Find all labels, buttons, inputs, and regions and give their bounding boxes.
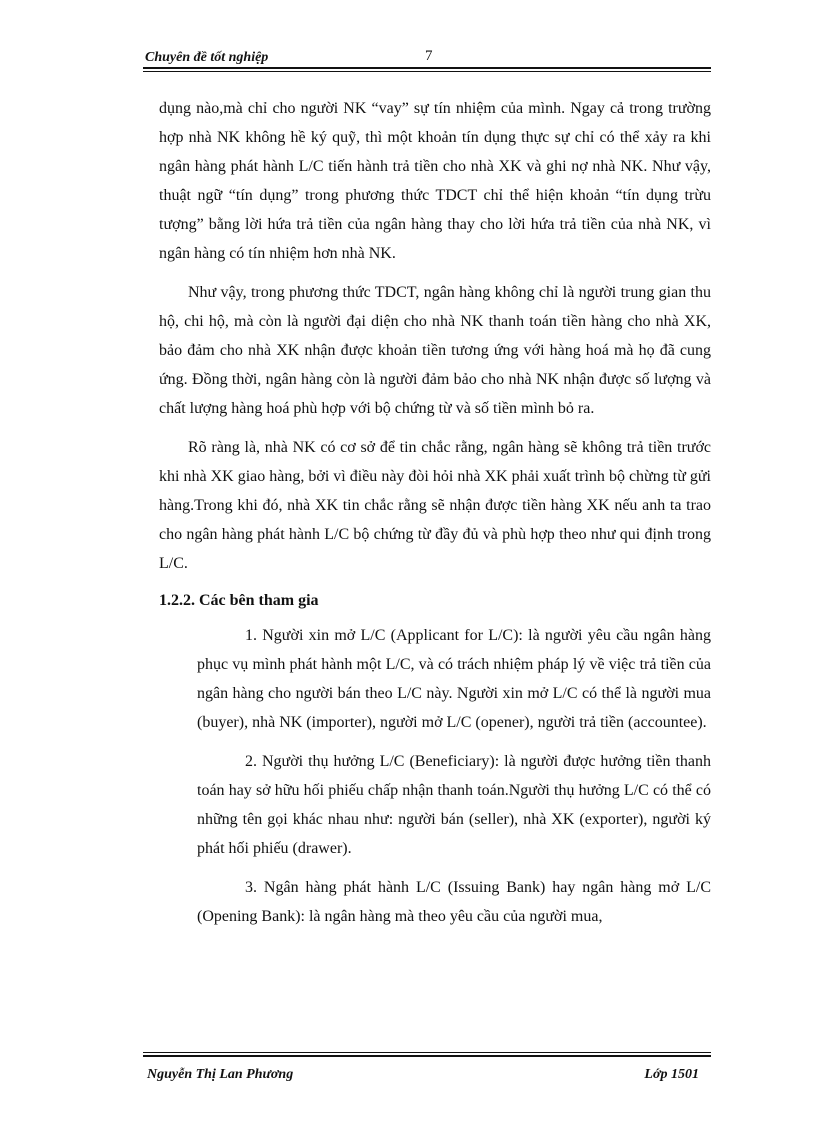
list-item: 1. Người xin mở L/C (Applicant for L/C): là người yêu cầu ngân hàng phục vụ mình phát hành một L/C, và có trách nhiệm pháp lý về việc trả tiền của ngân hàng cho người bán theo L/C này. Người xin mở L/C có thể là người mua (buyer), nhà NK (importer), người mở L/C (opener), người trả tiền (accountee). (197, 627, 711, 731)
page-footer (143, 1052, 711, 1082)
footer-rule (143, 1055, 711, 1057)
participant-list (197, 621, 711, 931)
document-body (159, 94, 711, 931)
header-rule-thin (143, 71, 711, 72)
page-number: 7 (425, 48, 433, 64)
paragraph: Như vậy, trong phương thức TDCT, ngân hàng không chỉ là người trung gian thu hộ, chi hộ, mà còn là người đại diện cho nhà NK thanh toán tiền hàng cho nhà XK, bảo đảm cho nhà XK nhận được khoản tiền tương ứng với hàng hoá mà họ đã cung ứng. Đồng thời, ngân hàng còn là người đảm bảo cho nhà NK nhận được số lượng và chất lượng hàng hoá phù hợp với bộ chứng từ và số tiền mình bỏ ra. (159, 284, 711, 417)
header-title: Chuyên đề tốt nghiệp (145, 50, 269, 65)
footer-author: Nguyễn Thị Lan Phương (147, 1067, 294, 1082)
footer-class: Lớp 1501 (644, 1067, 699, 1082)
list-item: 2. Người thụ hưởng L/C (Beneficiary): là người được hưởng tiền thanh toán hay sở hữu hối phiếu chấp nhận thanh toán.Người thụ hưởng L/C có thể có những tên gọi khác nhau như: người bán (seller), nhà XK (exporter), người ký phát hối phiếu (drawer). (197, 753, 711, 857)
footer-rule-thin (143, 1052, 711, 1053)
header-rule (143, 67, 711, 69)
section-heading: 1.2.2. Các bên tham gia (159, 592, 319, 609)
page-header (143, 44, 711, 68)
list-item: 3. Ngân hàng phát hành L/C (Issuing Bank) hay ngân hàng mở L/C (Opening Bank): là ngân hàng mà theo yêu cầu của người mua, (197, 879, 711, 925)
paragraph: dụng nào,mà chỉ cho người NK “vay” sự tín nhiệm của mình. Ngay cả trong trường hợp nhà NK không hề ký quỹ, thì một khoản tín dụng thực sự chỉ có thể xảy ra khi ngân hàng phát hành L/C tiến hành trả tiền cho nhà XK và ghi nợ nhà NK. Như vậy, thuật ngữ “tín dụng” trong phương thức TDCT chỉ thể hiện khoản “tín dụng trừu tượng” bằng lời hứa trả tiền của ngân hàng thay cho lời hứa trả tiền của nhà NK, vì ngân hàng có tín nhiệm hơn nhà NK. (159, 100, 711, 262)
paragraph: Rõ ràng là, nhà NK có cơ sở để tin chắc rằng, ngân hàng sẽ không trả tiền trước khi nhà XK giao hàng, bởi vì điều này đòi hỏi nhà XK phải xuất trình bộ chừng từ gửi hàng.Trong khi đó, nhà XK tin chắc rằng sẽ nhận được tiền hàng XK nếu anh ta trao cho ngân hàng phát hành L/C bộ chứng từ đầy đủ và phù hợp theo như qui định trong L/C. (159, 439, 711, 572)
